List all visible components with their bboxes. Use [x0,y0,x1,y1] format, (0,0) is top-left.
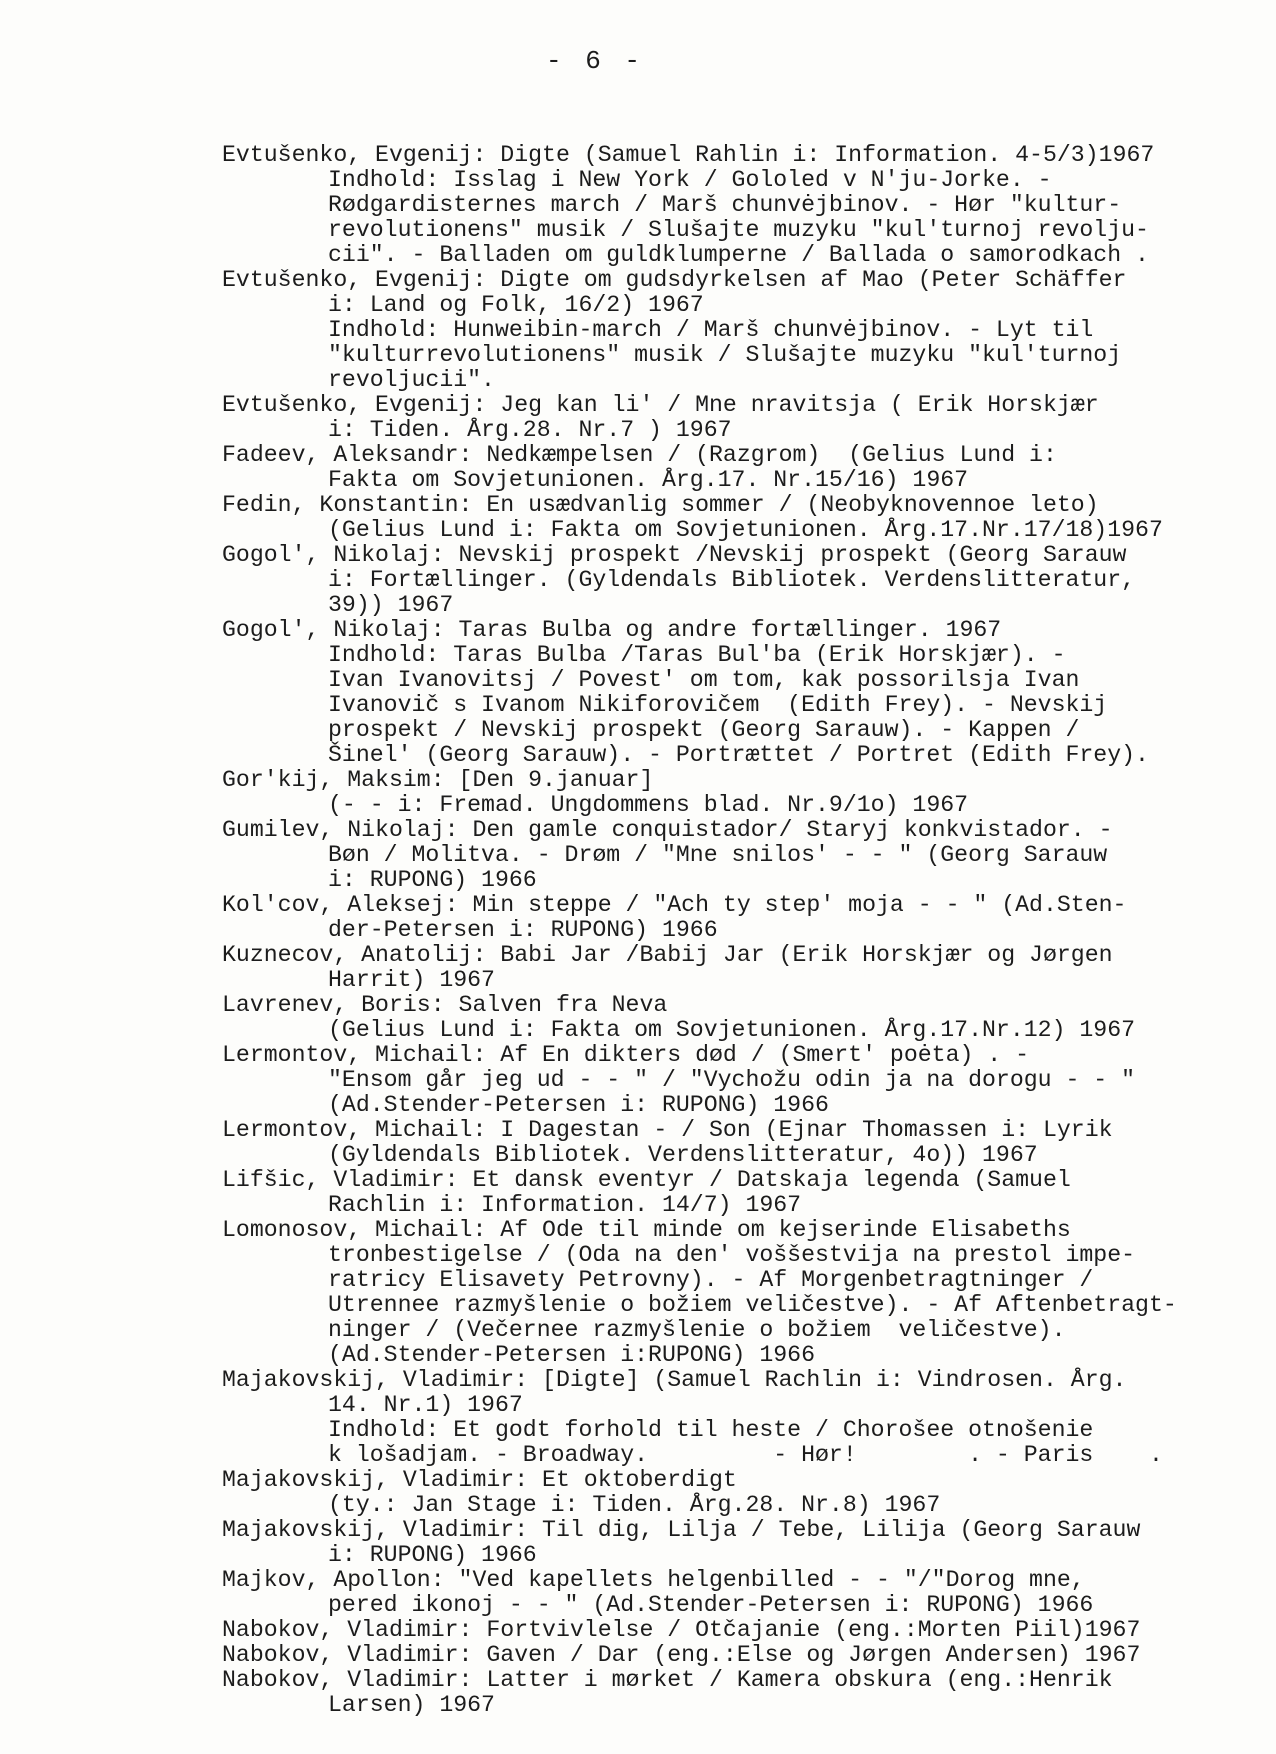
entry-continuation-line: "kulturrevolutionens" musik / Slušajte muzyku "kul'turnoj [328,342,1122,368]
entry-heading-line: Fedin, Konstantin: En usædvanlig sommer / (Neobyknovennoe leto) [222,492,1099,518]
entry-continuation-line: "Ensom går jeg ud - - " / "Vychožu odin ja na dorogu - - " [328,1067,1136,1093]
bibliography-list [222,143,1262,1718]
entry-heading-line: Lermontov, Michail: Af En dikters død / (Smert' poėta) . - [222,1042,1030,1068]
bibliography-entry [222,893,1262,943]
entry-heading-line: Majakovskij, Vladimir: [Digte] (Samuel Rachlin i: Vindrosen. Årg. [222,1367,1127,1393]
entry-continuation-line: Harrit) 1967 [328,967,495,993]
entry-heading-line: Gogol', Nikolaj: Nevskij prospekt /Nevskij prospekt (Georg Sarauw [222,542,1127,568]
entry-continuation-line: cii". - Balladen om guldklumperne / Ballada o samorodkach . [328,242,1149,268]
page-number: - 6 - [545,46,644,76]
entry-continuation-line: Indhold: Et godt forhold til heste / Chorošee otnošenie [328,1417,1094,1443]
entry-continuation-line: 14. Nr.1) 1967 [328,1392,523,1418]
bibliography-entry [222,1618,1262,1643]
entry-continuation-line: (Ad.Stender-Petersen i:RUPONG) 1966 [328,1342,816,1368]
entry-continuation-line: i: RUPONG) 1966 [328,1542,537,1568]
entry-continuation-line: (Gyldendals Bibliotek. Verdenslitteratur, 4o)) 1967 [328,1142,1038,1168]
bibliography-entry [222,443,1262,493]
entry-heading-line: Nabokov, Vladimir: Gaven / Dar (eng.:Else og Jørgen Andersen) 1967 [222,1642,1141,1668]
bibliography-entry [222,1668,1262,1718]
entry-heading-line: Lavrenev, Boris: Salven fra Neva [222,992,668,1018]
entry-continuation-line: (- - i: Fremad. Ungdommens blad. Nr.9/1o) 1967 [328,792,969,818]
entry-continuation-line: Fakta om Sovjetunionen. Årg.17. Nr.15/16) 1967 [328,467,969,493]
entry-heading-line: Nabokov, Vladimir: Latter i mørket / Kamera obskura (eng.:Henrik [222,1667,1113,1693]
bibliography-entry [222,1118,1262,1168]
entry-continuation-line: i: RUPONG) 1966 [328,867,537,893]
bibliography-entry [222,543,1262,618]
entry-continuation-line: (Gelius Lund i: Fakta om Sovjetunionen. Årg.17.Nr.12) 1967 [328,1017,1136,1043]
entry-continuation-line: der-Petersen i: RUPONG) 1966 [328,917,718,943]
entry-heading-line: Majakovskij, Vladimir: Til dig, Lilja / Tebe, Lilija (Georg Sarauw [222,1517,1141,1543]
entry-continuation-line: i: Tiden. Årg.28. Nr.7 ) 1967 [328,417,732,443]
entry-continuation-line: Indhold: Isslag i New York / Gololed v N'ju-Jorke. - [328,167,1052,193]
entry-continuation-line: pered ikonoj - - " (Ad.Stender-Petersen i: RUPONG) 1966 [328,1592,1094,1618]
entry-heading-line: Gumilev, Nikolaj: Den gamle conquistador/ Staryj konkvistador. - [222,817,1113,843]
entry-continuation-line: revolutionens" musik / Slušajte muzyku "kul'turnoj revolju- [328,217,1149,243]
bibliography-entry [222,1218,1262,1368]
entry-continuation-line: 39)) 1967 [328,592,454,618]
entry-continuation-line: prospekt / Nevskij prospekt (Georg Sarauw). - Kappen / [328,717,1080,743]
bibliography-entry [222,1368,1262,1468]
bibliography-entry [222,493,1262,543]
entry-continuation-line: (Gelius Lund i: Fakta om Sovjetunionen. Årg.17.Nr.17/18)1967 [328,517,1163,543]
entry-continuation-line: ninger / (Večernee razmyšlenie o božiem veličestve). [328,1317,1066,1343]
bibliography-entry [222,993,1262,1043]
entry-continuation-line: Šinel' (Georg Sarauw). - Portrættet / Portret (Edith Frey). [328,742,1149,768]
entry-heading-line: Lifšic, Vladimir: Et dansk eventyr / Datskaja legenda (Samuel [222,1167,1071,1193]
entry-continuation-line: Indhold: Hunweibin-march / Marš chunvėjbinov. - Lyt til [328,317,1094,343]
entry-continuation-line: Ivanovič s Ivanom Nikiforovičem (Edith Frey). - Nevskij [328,692,1108,718]
bibliography-entry [222,943,1262,993]
bibliography-entry [222,393,1262,443]
entry-continuation-line: ratricy Elisavety Petrovny). - Af Morgenbetragtninger / [328,1267,1094,1293]
entry-continuation-line: Larsen) 1967 [328,1692,495,1718]
entry-continuation-line: Bøn / Molitva. - Drøm / "Mne snilos' - - " (Georg Sarauw [328,842,1108,868]
entry-heading-line: Lermontov, Michail: I Dagestan - / Son (Ejnar Thomassen i: Lyrik [222,1117,1113,1143]
bibliography-entry [222,1518,1262,1568]
bibliography-entry [222,143,1262,268]
entry-heading-line: Lomonosov, Michail: Af Ode til minde om kejserinde Elisabeths [222,1217,1071,1243]
bibliography-entry [222,768,1262,818]
entry-continuation-line: i: Fortællinger. (Gyldendals Bibliotek. Verdenslitteratur, [328,567,1136,593]
entry-heading-line: Kol'cov, Aleksej: Min steppe / "Ach ty step' moja - - " (Ad.Sten- [222,892,1127,918]
bibliography-entry [222,618,1262,768]
entry-heading-line: Gogol', Nikolaj: Taras Bulba og andre fortællinger. 1967 [222,617,1002,643]
entry-continuation-line: Indhold: Taras Bulba /Taras Bul'ba (Erik Horskjær). - [328,642,1066,668]
entry-heading-line: Evtušenko, Evgenij: Jeg kan li' / Mne nravitsja ( Erik Horskjær [222,392,1099,418]
bibliography-entry [222,268,1262,393]
entry-continuation-line: Utrennee razmyšlenie o božiem veličestve). - Af Aftenbetragt- [328,1292,1177,1318]
entry-continuation-line: k lošadjam. - Broadway. - Hør! . - Paris . [328,1442,1163,1468]
entry-continuation-line: (Ad.Stender-Petersen i: RUPONG) 1966 [328,1092,829,1118]
entry-continuation-line: i: Land og Folk, 16/2) 1967 [328,292,704,318]
entry-continuation-line: (ty.: Jan Stage i: Tiden. Årg.28. Nr.8) 1967 [328,1492,941,1518]
bibliography-entry [222,1568,1262,1618]
entry-heading-line: Majkov, Apollon: "Ved kapellets helgenbilled - - "/"Dorog mne, [222,1567,1085,1593]
entry-continuation-line: Ivan Ivanovitsj / Povest' om tom, kak possorilsja Ivan [328,667,1080,693]
bibliography-entry [222,1043,1262,1118]
entry-heading-line: Nabokov, Vladimir: Fortvivlelse / Otčajanie (eng.:Morten Piil)1967 [222,1617,1141,1643]
entry-continuation-line: revoljucii". [328,367,495,393]
bibliography-entry [222,1468,1262,1518]
entry-heading-line: Gor'kij, Maksim: [Den 9.januar] [222,767,654,793]
entry-heading-line: Kuznecov, Anatolij: Babi Jar /Babij Jar (Erik Horskjær og Jørgen [222,942,1113,968]
bibliography-entry [222,1643,1262,1668]
entry-continuation-line: Rødgardisternes march / Marš chunvėjbinov. - Hør "kultur- [328,192,1122,218]
entry-heading-line: Evtušenko, Evgenij: Digte (Samuel Rahlin i: Information. 4-5/3)1967 [222,142,1155,168]
entry-heading-line: Fadeev, Aleksandr: Nedkæmpelsen / (Razgrom) (Gelius Lund i: [222,442,1057,468]
entry-heading-line: Evtušenko, Evgenij: Digte om gudsdyrkelsen af Mao (Peter Schäffer [222,267,1127,293]
entry-continuation-line: tronbestigelse / (Oda na den' voššestvija na prestol impe- [328,1242,1136,1268]
entry-continuation-line: Rachlin i: Information. 14/7) 1967 [328,1192,802,1218]
bibliography-entry [222,818,1262,893]
bibliography-entry [222,1168,1262,1218]
entry-heading-line: Majakovskij, Vladimir: Et oktoberdigt [222,1467,737,1493]
